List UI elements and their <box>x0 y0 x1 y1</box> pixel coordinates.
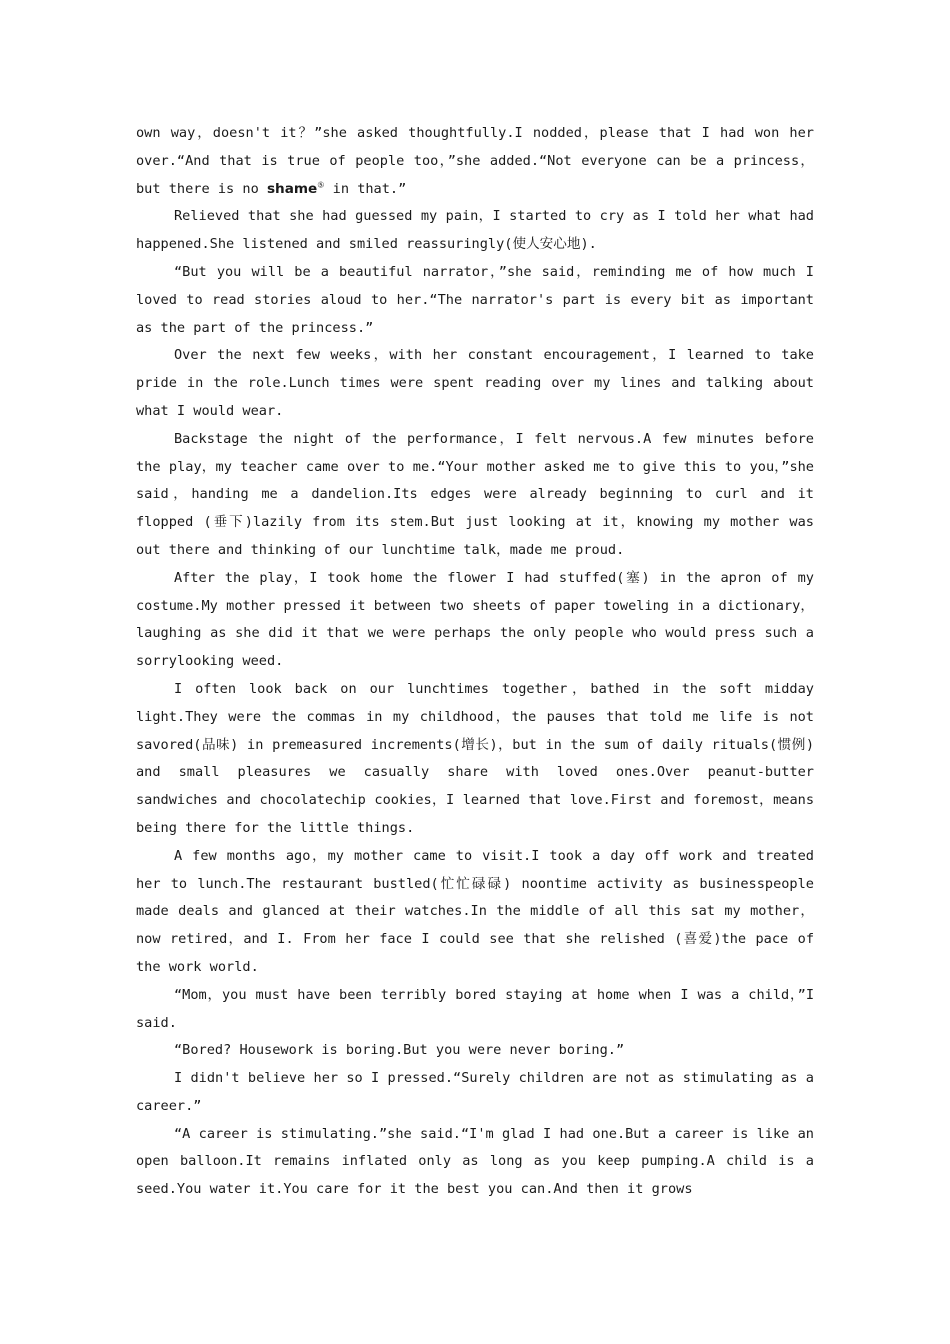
paragraph-11: I didn't believe her so I pressed.“Surely children are not as stimulating as a career.” <box>136 1070 814 1114</box>
paragraph-1-text-before: own way，doesn't it？”she asked thoughtfully.I nodded，please that I had won her over.“And that is true of people too，”she added.“Not everyone can be a princess，but there is no <box>136 125 814 197</box>
paragraph-7: I often look back on our lunchtimes together，bathed in the soft midday light.They were the commas in my childhood，the pauses that told me life is not savored(品味) in premeasured increments(增长)，but in the sum of daily rituals(惯例) and small pleasures we casually share with loved ones.Over peanut-butter sandwiches and chocolatechip cookies，I learned that love.First and foremost，means being there for the little things. <box>136 680 814 836</box>
paragraph-4: Over the next few weeks，with her constant encouragement，I learned to take pride in the role.Lunch times were spent reading over my lines and talking about what I would wear. <box>136 347 814 419</box>
vocab-word-shame: shame <box>266 180 318 197</box>
document-body <box>136 120 814 1204</box>
paragraph-1 <box>136 120 814 203</box>
paragraph-10: “Bored? Housework is boring.But you were never boring.” <box>174 1042 625 1059</box>
paragraph-5: Backstage the night of the performance，I felt nervous.A few minutes before the play，my teacher came over to me.“Your mother asked me to give this to you，”she said，handing me a dandelion.Its edges were already beginning to curl and it flopped (垂下)lazily from its stem.But just looking at it，knowing my mother was out there and thinking of our lunchtime talk，made me proud. <box>136 430 814 558</box>
paragraph-9: “Mom，you must have been terribly bored staying at home when I was a child，”I said. <box>136 986 814 1031</box>
paragraph-6: After the play，I took home the flower I had stuffed(塞) in the apron of my costume.My mother pressed it between two sheets of paper toweling in a dictionary，laughing as she did it that we were perhaps the only people who would press such a sorrylooking weed. <box>136 569 814 670</box>
paragraph-12: “A career is stimulating.”she said.“I'm glad I had one.But a career is like an open balloon.It remains inflated only as long as you keep pumping.A child is a seed.You water it.You care for it the best you can.And then it grows <box>136 1125 814 1198</box>
footnote-marker: ⑤ <box>317 180 325 190</box>
paragraph-1-text-after: in that.” <box>324 180 407 197</box>
paragraph-2: Relieved that she had guessed my pain，I started to cry as I told her what had happened.She listened and smiled reassuringly(使人安心地). <box>136 208 814 253</box>
paragraph-3: “But you will be a beautiful narrator，”she said，reminding me of how much I loved to read stories aloud to her.“The narrator's part is every bit as important as the part of the princess.” <box>136 263 814 336</box>
paragraph-8: A few months ago，my mother came to visit.I took a day off work and treated her to lunch.The restaurant bustled(忙忙碌碌) noontime activity as businesspeople made deals and glanced at their watches.In the middle of all this sat my mother，now retired，and I. From her face I could see that she relished (喜爱)the pace of the work world. <box>136 847 814 975</box>
